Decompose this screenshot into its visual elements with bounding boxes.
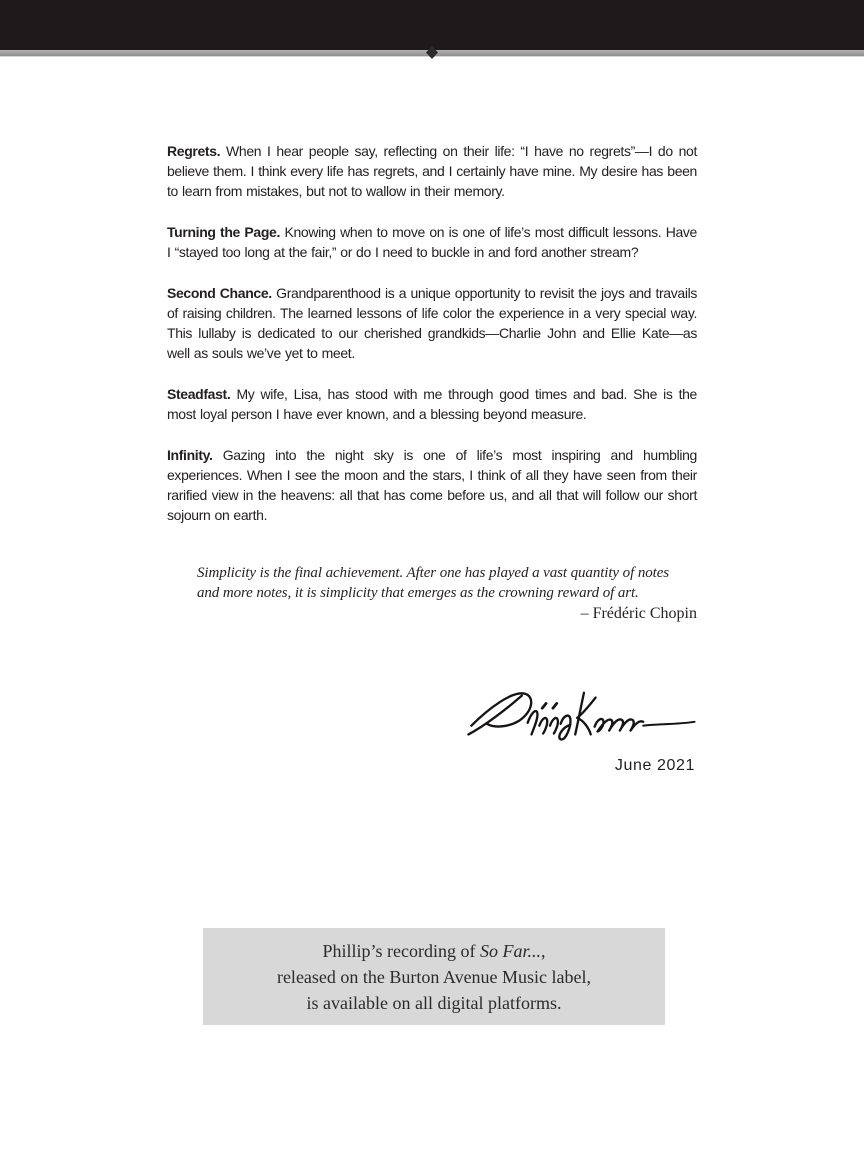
note-body: Gazing into the night sky is one of life’s most inspiring and humbling experiences. When I see the moon and the stars, I think of all they have seen from their rarified view in the heavens: all that has come before us, and all that will follow our short sojourn on earth. [167,447,697,523]
note-body: Knowing when to move on is one of life’s most difficult lessons. Have I “stayed too long at the fair,” or do I need to buckle in and ford another stream? [167,224,697,260]
note-paragraph-turning-the-page [167,222,697,262]
signature-handwriting [463,683,701,749]
recording-note-line3: is available on all digital platforms. [306,992,562,1013]
note-body: Grandparenthood is a unique opportunity to revisit the joys and travails of raising children. The learned lessons of life color the experience in a very special way. This lullaby is dedicated to our cherished grandkids—Charlie John and Ellie Kate—as well as souls we’ve yet to meet. [167,285,697,361]
recording-note-line2: released on the Burton Avenue Music label, [276,966,592,987]
recording-note-line1: Phillip’s recording of So Far..., [322,940,546,961]
note-body: My wife, Lisa, has stood with me through good times and bad. She is the most loyal person I have ever known, and a blessing beyond measure. [167,386,697,422]
note-title: Steadfast. [167,386,231,402]
note-body: When I hear people say, reflecting on their life: “I have no regrets”—I do not believe them. I think every life has regrets, and I certainly have mine. My desire has been to learn from mistakes, but not to wallow in their memory. [167,143,698,199]
signature-date: June 2021 [614,757,695,774]
quote-text: Simplicity is the final achievement. After one has played a vast quantity of notes and more notes, it is simplicity that emerges as the crowning reward of art. [197,565,669,601]
signature-block [167,683,697,775]
note-title: Second Chance. [167,285,272,301]
note-title: Regrets. [167,143,221,159]
chopin-quote [167,563,697,623]
header-bar [0,0,864,50]
note-paragraph-steadfast [167,384,697,424]
recording-title: So Far... [479,940,541,961]
note-paragraph-second-chance [167,283,697,363]
note-paragraph-infinity [167,445,697,525]
note-paragraph-regrets [167,141,697,201]
note-title: Turning the Page. [167,224,281,240]
quote-attribution: – Frédéric Chopin [580,605,697,622]
note-title: Infinity. [167,447,213,463]
liner-notes [167,141,697,775]
recording-note [203,928,665,1025]
